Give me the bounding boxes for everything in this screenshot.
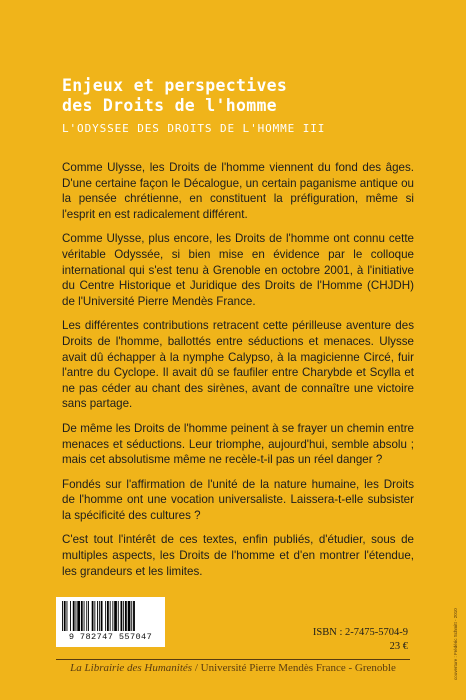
barcode-bar <box>84 601 85 631</box>
paragraph-6: C'est tout l'intérêt de ces textes, enfin publiés, d'étudier, sous de multiples aspects, les Droits de l'homme et d'en montrer l'étendue, les grandeurs et les limites. <box>62 533 414 578</box>
book-title <box>62 76 287 116</box>
publisher-name: La Librairie des Humanités <box>70 662 193 674</box>
barcode-bar <box>77 601 80 631</box>
barcode-bar <box>62 601 63 631</box>
barcode-number: 9 782747 557047 <box>68 632 153 642</box>
title-line-1: Enjeux et perspectives <box>62 76 288 95</box>
cover-credit: couverture : Frédéric Schmitt - 2010 <box>453 608 458 680</box>
barcode-bar <box>88 601 89 631</box>
barcode-bar <box>86 601 87 631</box>
barcode-bar <box>81 601 83 631</box>
barcode-bar <box>70 601 71 631</box>
price: 23 € <box>389 641 408 652</box>
title-line-2: des Droits de l'homme <box>62 96 277 115</box>
barcode-bar <box>118 601 119 631</box>
book-subtitle: L'ODYSSEE DES DROITS DE L'HOMME III <box>62 122 326 135</box>
publisher-footer <box>0 662 466 674</box>
university-name: Université Pierre Mendès France - Grenoble <box>200 662 396 674</box>
barcode-bar <box>105 601 106 631</box>
barcode-bar <box>94 601 95 631</box>
barcode-bar <box>112 601 113 631</box>
barcode-bars <box>60 601 161 631</box>
barcode <box>56 597 165 647</box>
footer-separator: / <box>192 662 201 674</box>
barcode-bar <box>114 601 117 631</box>
barcode-bar <box>101 601 103 631</box>
isbn: ISBN : 2-7475-5704-9 <box>312 627 408 638</box>
barcode-bar <box>64 601 66 631</box>
barcode-bar <box>97 601 98 631</box>
barcode-bar <box>92 601 94 631</box>
paragraph-4: De même les Droits de l'homme peinent à se frayer un chemin entre menaces et séductions. Leur triomphe, aujourd'hui, semble absolu ; mais cet absolutisme même ne recèle-t-il pas un réel danger ? <box>62 421 414 467</box>
barcode-bar <box>125 601 127 631</box>
barcode-bar <box>133 601 135 631</box>
back-cover-text <box>62 160 414 588</box>
paragraph-1: Comme Ulysse, les Droits de l'homme viennent du fond des âges. D'une certaine façon le Décalogue, un certain paganisme antique ou la pensée chrétienne, en constituent la préfiguration, même si l'esprit en est radicalement différent. <box>62 161 414 221</box>
barcode-bar <box>131 601 132 631</box>
barcode-bar <box>67 601 68 631</box>
paragraph-3: Les différentes contributions retracent cette périlleuse aventure des Droits de l'homme, ballottés entre séductions et menaces. Ulysse avait dû échapper à la nymphe Calypso, à la magicienne Circé, fuir l'antre du Cyclope. Il avait dû se faufiler entre Charybde et Scylla et ne pas céder au chant des sirènes, avant de connaître une victoire sans partage. <box>62 319 414 411</box>
barcode-bar <box>73 601 75 631</box>
barcode-bar <box>76 601 77 631</box>
barcode-bar <box>107 601 109 631</box>
barcode-bar <box>110 601 111 631</box>
paragraph-2: Comme Ulysse, plus encore, les Droits de l'homme ont connu cette véritable Odyssée, si bien mise en évidence par le colloque international qui s'est tenu à Grenoble en octobre 2001, à l'initiative du Centre Historique et Juridique des Droits de l'Homme (CHJDH) de l'Université Pierre Mendès France. <box>62 232 414 308</box>
footer-divider <box>56 659 410 660</box>
barcode-bar <box>128 601 131 631</box>
paragraph-5: Fondés sur l'affirmation de l'unité de la nature humaine, les Droits de l'homme ont une vocation universaliste. Laissera-t-elle subsister la spécificité des cultures ? <box>62 477 414 522</box>
barcode-bar <box>121 601 123 631</box>
barcode-bar <box>123 601 124 631</box>
barcode-bar <box>99 601 100 631</box>
